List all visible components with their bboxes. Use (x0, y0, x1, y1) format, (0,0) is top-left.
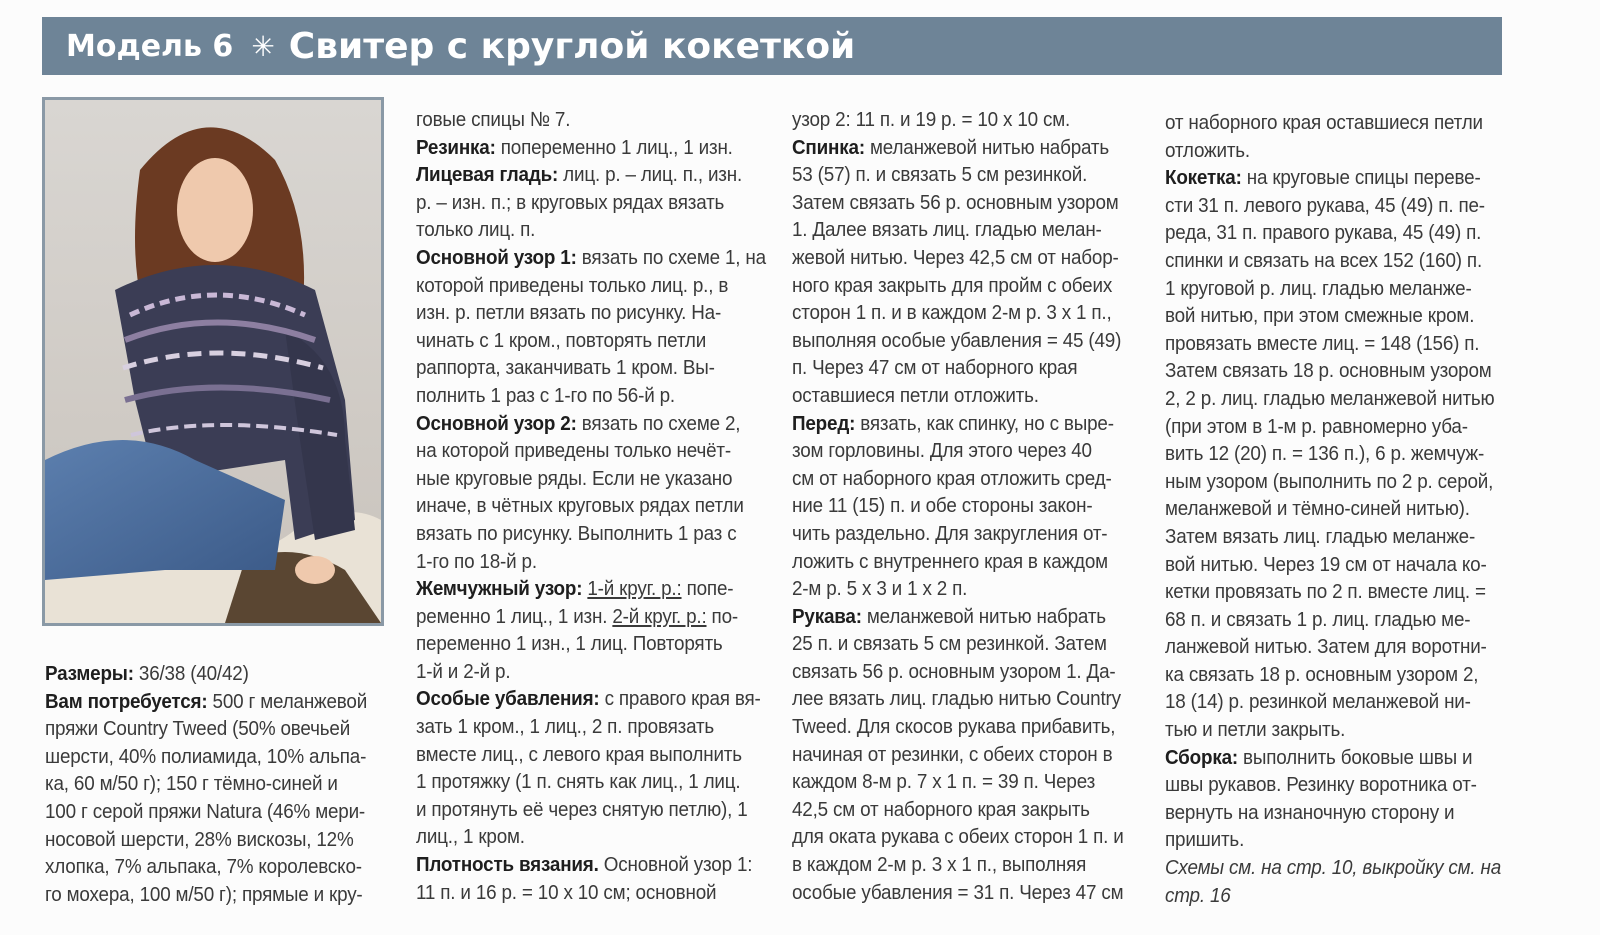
text-line: попеременно 1 лиц., 1 изн. (495, 135, 733, 159)
text-line: чинать с 1 кром., повторять петли (416, 328, 707, 352)
text-line: особые убавления = 31 п. Через 47 см (792, 880, 1124, 904)
text-line: спинки и связать на всех 152 (160) п. (1165, 248, 1483, 272)
model-photo (42, 97, 384, 626)
text-line: переменно 1 изн., 1 лиц. Повторять (416, 632, 723, 656)
text-line: носовой шерсти, 28% вискозы, 12% (45, 827, 354, 851)
text-line: начиная от резинки, с обеих сторон в (792, 742, 1113, 766)
reference-note: стр. 16 (1165, 883, 1231, 907)
column-3 (792, 106, 1124, 906)
text-line: ным узором (выполнить по 2 р. серой, (1165, 469, 1494, 493)
text-line: узор 2: 11 п. и 19 р. = 10 х 10 см. (792, 108, 1071, 131)
text-line: вязать по рисунку. Выполнить 1 раз с (416, 521, 737, 545)
text-line: меланжевой нитью набрать (861, 604, 1106, 628)
text-line: сти 31 п. левого рукава, 45 (49) п. пе- (1165, 193, 1485, 217)
text-line: шерсти, 40% полиамида, 10% альпа- (45, 744, 367, 768)
text-line: в каждом 2-м р. 3 х 1 п., выполняя (792, 853, 1087, 877)
text-line: лиц., 1 кром. (416, 825, 525, 849)
round-1-label: 1-й круг. р.: (587, 577, 682, 601)
text-line: ние 11 (15) п. и обе стороны закон- (792, 494, 1093, 518)
text-line: вязать по схеме 2, (576, 411, 741, 435)
text-line: кетки провязать по 2 п. вместе лиц. = (1165, 580, 1486, 604)
text-line: хлопка, 7% альпака, 7% королевско- (45, 855, 362, 879)
text-line: го мохера, 100 м/50 г); прямые и кру- (45, 882, 363, 906)
reference-note: Схемы см. на стр. 10, выкройку см. на (1165, 856, 1502, 880)
text-line: оставшиеся петли отложить. (792, 383, 1039, 407)
sizes-label: Размеры: (45, 662, 134, 685)
pearl-label: Жемчужный узор: (416, 577, 583, 601)
text-line: 68 п. и связать 1 р. лиц. гладью ме- (1165, 607, 1471, 631)
round-2-label: 2-й круг. р.: (612, 604, 707, 628)
text-line: швы рукавов. Резинку воротника от- (1165, 773, 1477, 797)
front-label: Перед: (792, 411, 856, 435)
text-line: реда, 31 п. правого рукава, 45 (49) п. (1165, 221, 1482, 245)
text-line: см от наборного края отложить сред- (792, 466, 1112, 490)
text-line: ка, 60 м/50 г); 150 г тёмно-синей и (45, 772, 338, 796)
text-line: ка связать 18 р. основным узором 2, (1165, 662, 1479, 686)
asterisk-icon: ✳ (251, 29, 275, 63)
text-line: для оката рукава с обеих сторон 1 п. и (792, 825, 1124, 849)
text-line: Затем связать 56 р. основным узором (792, 190, 1119, 214)
text-line: Затем связать 18 р. основным узором (1165, 359, 1492, 383)
text-line: попе- (681, 577, 734, 601)
text-line: с правого края вя- (599, 687, 761, 711)
text-line: 42,5 см от наборного края закрыть (792, 797, 1090, 821)
pattern-2-label: Основной узор 2: (416, 411, 577, 435)
text-line: от наборного края оставшиеся петли (1165, 111, 1483, 134)
text-line: р. – изн. п.; в круговых рядах вязать (416, 190, 725, 214)
gauge-label: Плотность вязания. (416, 853, 599, 877)
text-line: вместе лиц., с левого края выполнить (416, 742, 742, 766)
text-line: отложить. (1165, 138, 1250, 162)
page-title: Свитер с круглой кокеткой (288, 25, 856, 67)
text-line: выполнить боковые швы и (1237, 745, 1473, 769)
text-line: 1 круговой р. лиц. гладью меланже- (1165, 276, 1472, 300)
text-line: каждом 8-м р. 7 х 1 п. = 39 п. Через (792, 770, 1096, 794)
text-line: ременно 1 лиц., 1 изн. (416, 604, 613, 628)
yoke-label: Кокетка: (1165, 166, 1242, 190)
text-line: меланжевой и тёмно-синей нитью). (1165, 497, 1470, 521)
text-line: на круговые спицы переве- (1241, 166, 1481, 190)
rib-label: Резинка: (416, 135, 496, 159)
text-line: Основной узор 1: (598, 853, 753, 877)
text-line: зом горловины. Для этого через 40 (792, 439, 1092, 463)
text-line: пришить. (1165, 828, 1245, 852)
text-line: полнить 1 раз с 1-го по 56-й р. (416, 383, 675, 407)
text-line: 18 (14) р. резинкой меланжевой ни- (1165, 690, 1471, 714)
text-line: на которой приведены только нечёт- (416, 439, 731, 463)
text-line: пряжи Country Tweed (50% овечьей (45, 717, 351, 741)
text-line: иначе, в чётных круговых рядах петли (416, 494, 744, 518)
text-line: 25 п. и связать 5 см резинкой. Затем (792, 632, 1107, 656)
column-4 (1165, 109, 1501, 909)
sizes-value: 36/38 (40/42) (133, 662, 249, 685)
text-line: ложить с внутреннего края в каждом (792, 549, 1108, 573)
text-line: которой приведены только лиц. р., в (416, 273, 729, 297)
text-line: провязать вместе лиц. = 148 (156) п. (1165, 331, 1480, 355)
text-line: п. Через 47 см от наборного края (792, 356, 1078, 380)
materials-label: Вам потребуется: (45, 689, 208, 713)
sleeves-label: Рукава: (792, 604, 862, 628)
assembly-label: Сборка: (1165, 745, 1238, 769)
text-line: связать 56 р. основным узором 1. Да- (792, 659, 1116, 683)
text-line: 100 г серой пряжи Natura (46% мери- (45, 799, 366, 823)
pattern-1-label: Основной узор 1: (416, 245, 577, 269)
text-line: вой нитью, при этом смежные кром. (1165, 304, 1475, 328)
text-line: изн. р. петли вязать по рисунку. На- (416, 301, 722, 325)
text-line: зать 1 кром., 1 лиц., 2 п. провязать (416, 715, 715, 739)
text-line: вернуть на изнаночную сторону и (1165, 800, 1455, 824)
text-line: вязать, как спинку, но с выре- (855, 411, 1114, 435)
column-1 (45, 660, 367, 908)
back-label: Спинка: (792, 135, 865, 159)
text-line: 1-й и 2-й р. (416, 659, 511, 683)
text-line: 500 г меланжевой (207, 689, 368, 713)
text-line: раппорта, заканчивать 1 кром. Вы- (416, 356, 715, 380)
text-line: 53 (57) п. и связать 5 см резинкой. (792, 163, 1088, 187)
text-line: 11 п. и 16 р. = 10 х 10 см; основной (416, 880, 717, 904)
text-line: Затем вязать лиц. гладью меланже- (1165, 524, 1476, 548)
text-line: 2-м р. 5 х 3 и 1 х 2 п. (792, 577, 968, 601)
model-number: Модель 6 (66, 28, 234, 64)
text-line: ного края закрыть для пройм с обеих (792, 273, 1113, 297)
text-line: чить раздельно. Для закругления от- (792, 521, 1108, 545)
text-line: вязать по схеме 1, на (576, 245, 766, 269)
text-line: тью и петли закрыть. (1165, 718, 1346, 742)
column-2 (416, 106, 766, 906)
title-banner (42, 17, 1502, 75)
text-line: (при этом в 1-м р. равномерно уба- (1165, 414, 1468, 438)
decrease-label: Особые убавления: (416, 687, 600, 711)
text-line: 2, 2 р. лиц. гладью меланжевой нитью (1165, 386, 1495, 410)
text-line: ланжевой нитью. Затем для воротни- (1165, 635, 1487, 659)
text-line: ные круговые ряды. Если не указано (416, 466, 733, 490)
text-line: вить 12 (20) п. = 136 п.), 6 р. жемчуж- (1165, 442, 1485, 466)
text-line: лее вязать лиц. гладью нитью Country (792, 687, 1121, 711)
text-line: и протянуть её через снятую петлю), 1 (416, 797, 748, 821)
text-line: 1 протяжку (1 п. снять как лиц., 1 лиц. (416, 770, 741, 794)
text-line: вой нитью. Через 19 см от начала ко- (1165, 552, 1487, 576)
text-line: только лиц. п. (416, 218, 536, 242)
text-line: Tweed. Для скосов рукава прибавить, (792, 715, 1116, 739)
text-line: 1. Далее вязать лиц. гладью мелан- (792, 218, 1102, 242)
text-line: жевой нитью. Через 42,5 см от набор- (792, 245, 1119, 269)
text-line: по- (706, 604, 738, 628)
text-line: 1-го по 18-й р. (416, 549, 537, 573)
text-line: лиц. р. – лиц. п., изн. (558, 163, 743, 187)
stockinette-label: Лицевая гладь: (416, 163, 559, 187)
text-line: сторон 1 п. и в каждом 2-м р. 3 х 1 п., (792, 301, 1112, 325)
text-line: говые спицы № 7. (416, 108, 571, 131)
text-line: выполняя особые убавления = 45 (49) (792, 328, 1122, 352)
text-line: меланжевой нитью набрать (864, 135, 1110, 159)
